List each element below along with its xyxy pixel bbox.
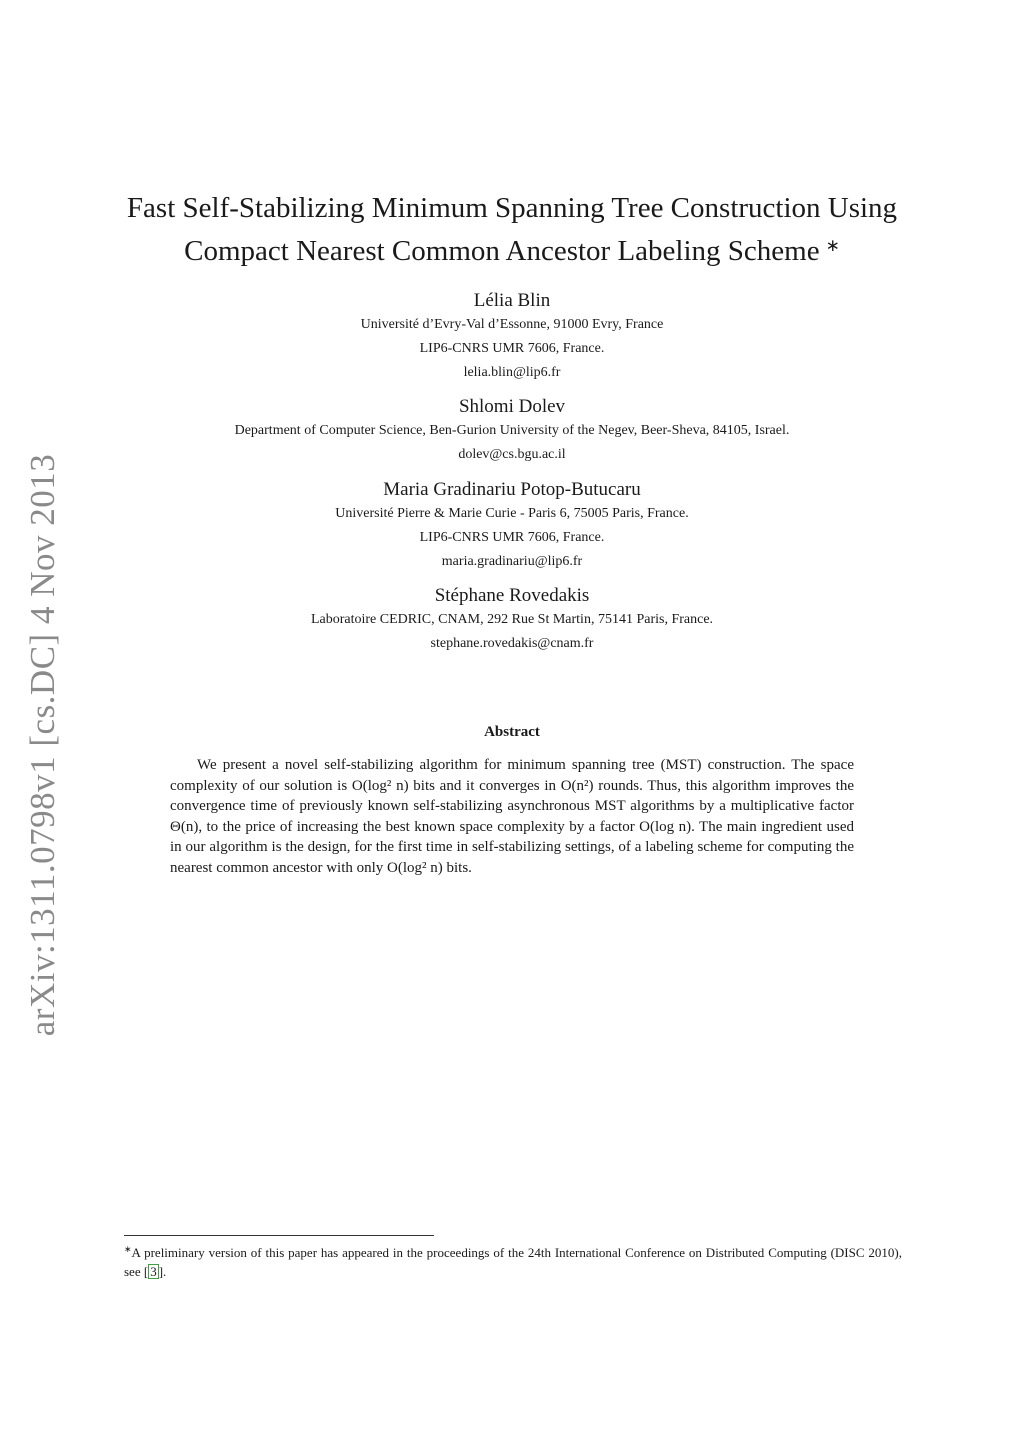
title-line-1: Fast Self-Stabilizing Minimum Spanning Tree Construction Using — [126, 192, 898, 224]
title-line-2 — [100, 227, 924, 270]
citation-link[interactable]: 3 — [150, 1264, 157, 1279]
author-email: dolev@cs.bgu.ac.il — [458, 447, 566, 462]
author-affiliation: Université Pierre & Marie Curie - Paris 6, 75005 Paris, France. — [335, 506, 689, 521]
abstract-body: We present a novel self-stabilizing algorithm for minimum spanning tree (MST) construction. The space complexity of our solution is O(log² n) bits and it converges in O(n²) rounds. Thus, this algorithm improves the convergence time of previously known self-stabilizing asynchronous MST algorithms by a multiplicative factor Θ(n), to the price of increasing the best known space complexity by a factor O(log n). The main ingredient used in our algorithm is the design, for the first time in self-stabilizing settings, of a labeling scheme for computing the nearest common ancestor with only O(log² n) bits. — [170, 757, 854, 876]
author-email: stephane.rovedakis@cnam.fr — [430, 636, 594, 651]
arxiv-stamp: arXiv:1311.0798v1 [cs.DC] 4 Nov 2013 — [23, 453, 62, 1037]
author-block-blin — [100, 289, 924, 385]
footnote-mark: ∗ — [124, 1244, 132, 1254]
author-affiliation: Université d’Evry-Val d’Essonne, 91000 Evry, France — [360, 317, 664, 332]
author-name: Stéphane Rovedakis — [434, 585, 590, 606]
author-email: maria.gradinariu@lip6.fr — [441, 554, 583, 569]
author-name: Maria Gradinariu Potop-Butucaru — [383, 479, 641, 500]
footnote: ∗A preliminary version of this paper has appeared in the proceedings of the 24th International Conference on Distributed Computing (DISC 2010), see [ 3 ]. — [124, 1244, 902, 1279]
author-name: Lélia Blin — [473, 290, 551, 311]
author-affiliation: LIP6-CNRS UMR 7606, France. — [419, 341, 605, 356]
author-block-potop-butucaru — [100, 478, 924, 574]
title-line-2-text: Compact Nearest Common Ancestor Labeling Scheme — [184, 235, 820, 267]
author-email: lelia.blin@lip6.fr — [463, 365, 561, 380]
author-block-rovedakis — [100, 584, 924, 656]
author-affiliation: Laboratoire CEDRIC, CNAM, 292 Rue St Martin, 75141 Paris, France. — [310, 612, 714, 627]
title-footnote-mark: ∗ — [825, 236, 840, 255]
author-name: Shlomi Dolev — [458, 396, 566, 417]
author-affiliation: LIP6-CNRS UMR 7606, France. — [419, 530, 605, 545]
footnote-text: A preliminary version of this paper has appeared in the proceedings of the 24th International Conference on Distributed Computing (DISC 2010), see — [124, 1245, 902, 1279]
footnote-text-end: . — [163, 1264, 167, 1279]
footnote-rule — [124, 1235, 434, 1236]
abstract-heading: Abstract — [484, 724, 540, 740]
paper-title — [100, 190, 924, 270]
author-affiliation: Department of Computer Science, Ben-Gurion University of the Negev, Beer-Sheva, 84105, Israel. — [234, 423, 790, 438]
author-block-dolev — [100, 395, 924, 467]
